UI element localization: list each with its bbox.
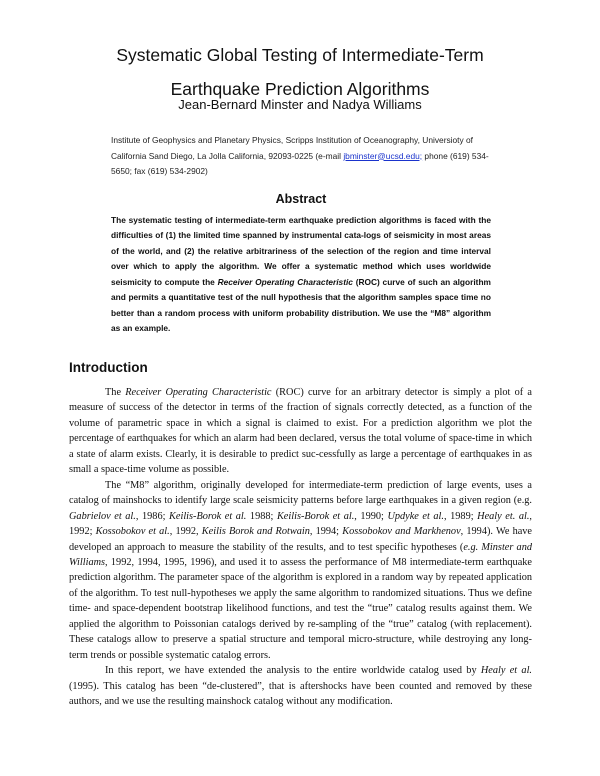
title-line-1: Systematic Global Testing of Intermediate-Term bbox=[116, 45, 484, 65]
abstract-italic: Receiver Operating Characteristic bbox=[217, 276, 353, 287]
citation: Keilis-Borok et al. bbox=[276, 510, 355, 522]
paragraph bbox=[69, 385, 532, 478]
citation: e.g. Minster and Williams bbox=[69, 541, 532, 568]
text: , 1990; bbox=[354, 510, 388, 522]
citation: Kossobokov et al. bbox=[95, 526, 170, 538]
abstract-text: The systematic testing of intermediate-term earthquake prediction algorithms is faced with the difficulties of (1) the limited time spanned by instrumental cata-logs of seismicity in most areas of the world, and (2) the relative arbitrariness of the selection of the region and time interval over which to apply the algorithm. We offer a systematic method which uses worldwide seismicity to compute the bbox=[111, 215, 491, 287]
text: (ROC) curve for an arbitrary detector is simply a plot of a measure of success of the detector in terms of the fraction of signals correctly detected, as a function of the volume of parametric space in which a signal is claimed to exist. For a prediction algorithm we plot the percentage of earthquakes for which an alarm had been declared, versus the total volume of space-time in which a state of alarm exists. Clearly, it is desirable to predict suc-cessfully as large a percentage of earthquakes in as small a space-time volume as possible. bbox=[69, 387, 532, 476]
citation: Kossobokov and Markhenov bbox=[342, 526, 461, 538]
citation: Healy et. al. bbox=[477, 510, 530, 522]
text: In this report, we have extended the analysis to the entire worldwide catalog used by bbox=[105, 665, 481, 677]
text: , 1992, bbox=[169, 526, 202, 538]
abstract-heading: Abstract bbox=[275, 192, 327, 206]
introduction-body bbox=[69, 385, 532, 710]
text: , 1992; bbox=[69, 510, 532, 538]
text: 1988; bbox=[246, 510, 277, 522]
affiliation-contact: phone (619) 534-5650; fax (619) 534-2902) bbox=[111, 150, 489, 176]
abstract-text: (ROC) curve of such an algorithm and permits a quantitative test of the null hypothesis that the algorithm samples space time no better than a random process with uniform probability distribution. We use the “M8” algorithm as an example. bbox=[111, 276, 491, 334]
text: The “M8” algorithm, originally developed for intermediate-term prediction of large events, uses a catalog of mainshocks to identify large scale seismicity patterns before large earthquakes in a given region (e.g. bbox=[69, 479, 532, 507]
text: (1995). This catalog has been “de-clustered”, that is aftershocks have been counted and removed by these authors, and we use the resulting mainshock catalog without any modification. bbox=[69, 680, 532, 708]
affiliation-text: Institute of Geophysics and Planetary Physics, Scripps Institution of Oceanography, Universioty of California Sand Diego, La Jolla California, 92093-0225 (e-mail bbox=[111, 135, 474, 161]
citation: Gabrielov et al. bbox=[69, 510, 136, 522]
citation: Updyke et al. bbox=[387, 510, 444, 522]
text: , 1989; bbox=[444, 510, 478, 522]
italic-term: Receiver Operating Characteristic bbox=[125, 387, 272, 398]
text: , 1986; bbox=[135, 510, 170, 522]
text: The bbox=[105, 387, 126, 398]
affiliation bbox=[111, 133, 491, 180]
text: , 1994). We have developed an approach to measure the stability of the results, and to test specific hypotheses ( bbox=[69, 526, 533, 553]
title-line-2: Earthquake Prediction Algorithms bbox=[170, 79, 430, 99]
abstract-body bbox=[111, 213, 491, 337]
citation: Keilis-Borok et al. bbox=[169, 510, 247, 522]
text: , 1992, 1994, 1995, 1996), and used it to assess the performance of M8 intermediate-term earthquake prediction algorithm. The parameter space of the algorithm is explored in a random way by repeated application of the algorithm. To test null-hypotheses we apply the same algorithm to randomized situations. Thus we define time- and space-dependent bootstrap likelihood functions, and test the “true” catalog results against them. We applied the algorithm to Poissonian catalogs derived by re-sampling of the “true” catalog (with replacement). These catalogs allow to preserve a spatial structure and temporal micro-structure, while destroying any long-term trends or possible systematic catalog errors. bbox=[69, 556, 532, 661]
text: , 1994; bbox=[309, 526, 343, 538]
citation: Keilis Borok and Rotwain bbox=[201, 526, 310, 538]
email-link[interactable]: jbminster@ucsd.edu; bbox=[343, 150, 423, 161]
paragraph bbox=[69, 663, 532, 709]
introduction-heading: Introduction bbox=[69, 360, 148, 375]
citation: Healy et al. bbox=[480, 665, 532, 677]
paragraph bbox=[69, 478, 532, 663]
authors: Jean-Bernard Minster and Nadya Williams bbox=[178, 97, 422, 112]
